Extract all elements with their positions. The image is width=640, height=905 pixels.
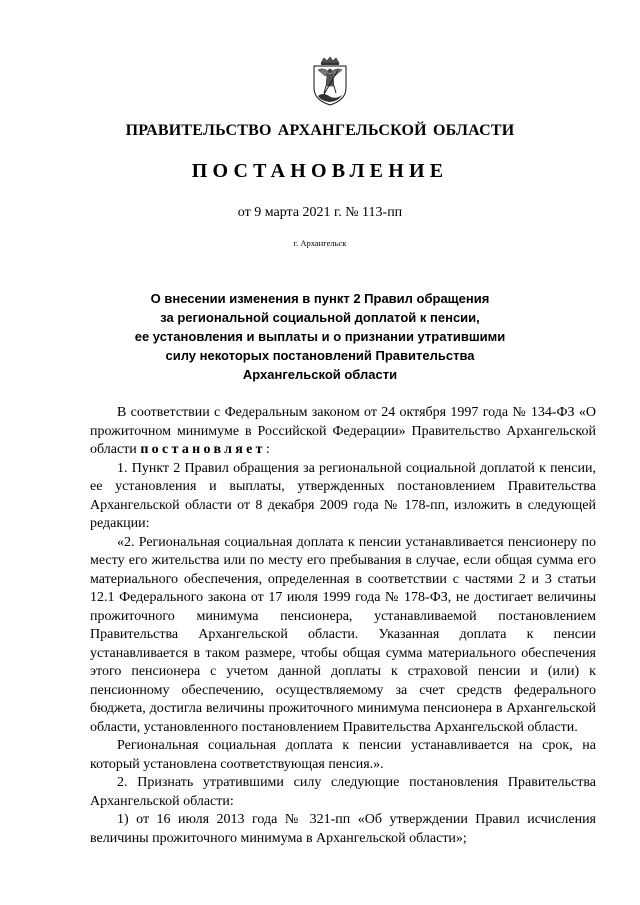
paragraph-quote: «2. Региональная социальная доплата к пенсии устанавливается пенсионеру по месту его жительства или по месту его пребывания в случае, если общая сумма его материального обеспечения, определенная в соответствии с частями 2 и 3 статьи 12.1 Федерального закона от 17 июля 1999 года № 178-ФЗ, не достигает величины прожиточного минимума пенсионера, устанавливаемой постановлением Правительства Архангельской области. Указанная доплата к пенсии устанавливается в таком размере, чтобы общая сумма материального обеспечения этого пенсионера с учетом данной доплаты к страховой пенсии и (или) к пенсионному обеспечению, осуществляемому за счет средств федерального бюджета, достигла величины прожиточного минимума пенсионера в Архангельской области, установленного постановлением Правительства Архангельской области. [90, 534, 596, 735]
document-heading [90, 289, 550, 384]
preamble-text: В соответствии с Федеральным законом от 24 октября 1997 года № 134-ФЗ «О прожиточном минимуме в Российской Федерации» Правительство Архангельской области [90, 405, 596, 457]
paragraph-item-2: 2. Признать утратившими силу следующие постановления Правительства Архангельской области: [90, 775, 596, 809]
document-date-number: от 9 марта 2021 г. № 113-пп [237, 205, 403, 220]
heading-line: Архангельской области [242, 367, 398, 382]
paragraph-preamble [90, 404, 596, 460]
decree-keyword: постановляет [140, 442, 266, 457]
paragraph-item-1: 1. Пункт 2 Правил обращения за региональной социальной доплатой к пенсии, ее установления и выплаты, утвержденных постановлением Правительства Архангельской области от 8 декабря 2009 года № 178-пп, изложить в следующей редакции: [90, 460, 596, 531]
preamble-colon: : [265, 442, 270, 457]
document-type: ПОСТАНОВЛЕНИЕ [191, 160, 449, 182]
document-body [90, 404, 596, 848]
heading-line: ее установления и выплаты и о признании утратившими [134, 329, 506, 344]
heading-line: О внесении изменения в пункт 2 Правил обращения [150, 291, 490, 306]
coat-of-arms-icon [311, 56, 349, 106]
paragraph-quote-end: Региональная социальная доплата к пенсии устанавливается на срок, на который установлена соответствующая пенсия.». [90, 738, 596, 772]
paragraph-subitem-1: 1) от 16 июля 2013 года № 321-пп «Об утверждении Правил исчисления величины прожиточного минимума в Архангельской области»; [90, 812, 596, 846]
heading-line: за региональной социальной доплатой к пенсии, [160, 310, 480, 325]
government-name: ПРАВИТЕЛЬСТВО АРХАНГЕЛЬСКОЙ ОБЛАСТИ [125, 122, 515, 139]
document-city: г. Архангельск [293, 238, 347, 248]
heading-line: силу некоторых постановлений Правительства [165, 348, 475, 363]
